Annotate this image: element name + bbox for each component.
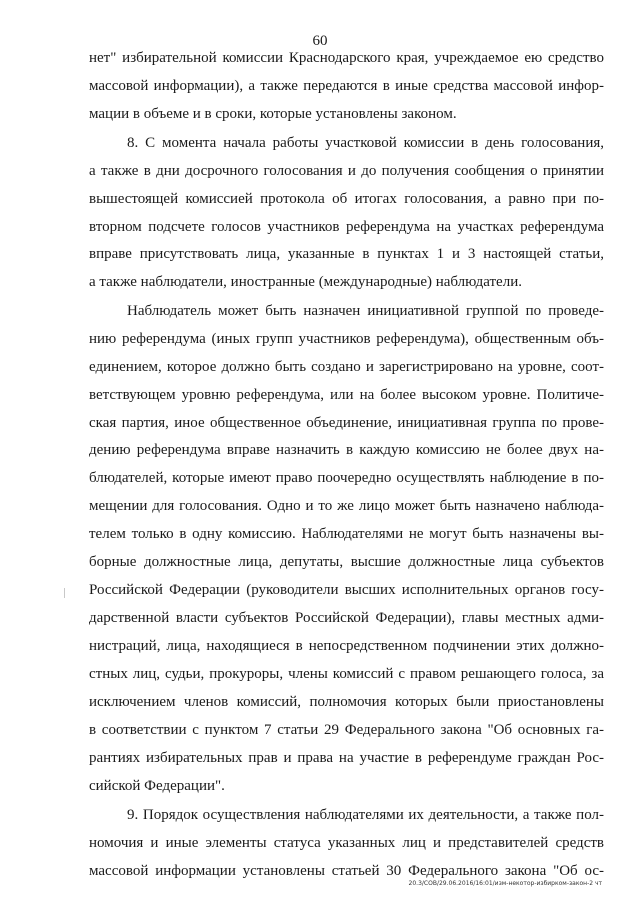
page-number: 60 (312, 33, 328, 49)
text-line: Российской Федерации (руководители высших исполнительных органов госу- (89, 582, 604, 598)
text-line: массовой информации), а также передаются в иные средства массовой инфор- (89, 78, 604, 94)
text-line: вправе присутствовать лица, указанные в пунктах 1 и 3 настоящей статьи, (89, 246, 604, 262)
text-line: телем только в одну комиссию. Наблюдателями не могут быть назначены вы- (89, 526, 604, 542)
paragraph-start-line: 8. С момента начала работы участковой комиссии в день голосования, (127, 135, 604, 151)
margin-mark (64, 588, 65, 598)
text-line: нет" избирательной комиссии Краснодарского края, учреждаемое ею средство (89, 50, 604, 66)
text-line: в соответствии с пунктом 7 статьи 29 Федерального закона "Об основных га- (89, 722, 604, 738)
paragraph-start-line: 9. Порядок осуществления наблюдателями их деятельности, а также пол- (127, 807, 604, 823)
text-line: ветствующем уровню референдума, или на более высоком уровне. Политиче- (89, 387, 604, 403)
text-line: мещении для голосования. Одно и то же лицо может быть назначено наблюда- (89, 498, 604, 514)
text-line: борные должностные лица, депутаты, высшие должностные лица субъектов (89, 554, 604, 570)
text-line: стных лиц, судьи, прокуроры, члены комиссий с правом решающего голоса, за (89, 666, 604, 682)
text-line: блюдателей, которые имеют право поочередно осуществлять наблюдение в по- (89, 470, 604, 486)
text-line: дению референдума вправе назначить в каждую комиссию не более двух на- (89, 442, 604, 458)
text-line: а также наблюдатели, иностранные (международные) наблюдатели. (89, 274, 522, 290)
text-line: единением, которое должно быть создано и зарегистрировано на уровне, соот- (89, 359, 604, 375)
text-line: вышестоящей комиссией протокола об итогах голосования, а равно при по- (89, 191, 604, 207)
text-line: нию референдума (иных групп участников референдума), общественным объ- (89, 331, 604, 347)
text-line: дарственной власти субъектов Российской Федерации), главы местных адми- (89, 610, 604, 626)
text-line: рантиях избирательных прав и права на участие в референдуме граждан Рос- (89, 750, 604, 766)
text-line: мации в объеме и в сроки, которые установлены законом. (89, 106, 457, 122)
text-line: исключением членов комиссий, полномочия которых были приостановлены (89, 694, 604, 710)
text-line: а также в дни досрочного голосования и до получения сообщения о принятии (89, 163, 604, 179)
text-line: массовой информации установлены статьей 30 Федерального закона "Об ос- (89, 863, 604, 879)
text-line: номочия и иные элементы статуса указанных лиц и представителей средств (89, 835, 604, 851)
text-line: вторном подсчете голосов участников референдума на участках референдума (89, 219, 604, 235)
footer-code: 20.3/СОВ/29.06.2016/16:01/изм-некотор-избирком-закон-2 чт (408, 880, 602, 887)
text-line: сийской Федерации". (89, 778, 225, 794)
paragraph-start-line: Наблюдатель может быть назначен инициативной группой по проведе- (127, 303, 604, 319)
text-line: нистраций, лица, находящиеся в непосредственном подчинении этих должно- (89, 638, 604, 654)
text-line: ская партия, иное общественное объединение, инициативная группа по прове- (89, 415, 604, 431)
